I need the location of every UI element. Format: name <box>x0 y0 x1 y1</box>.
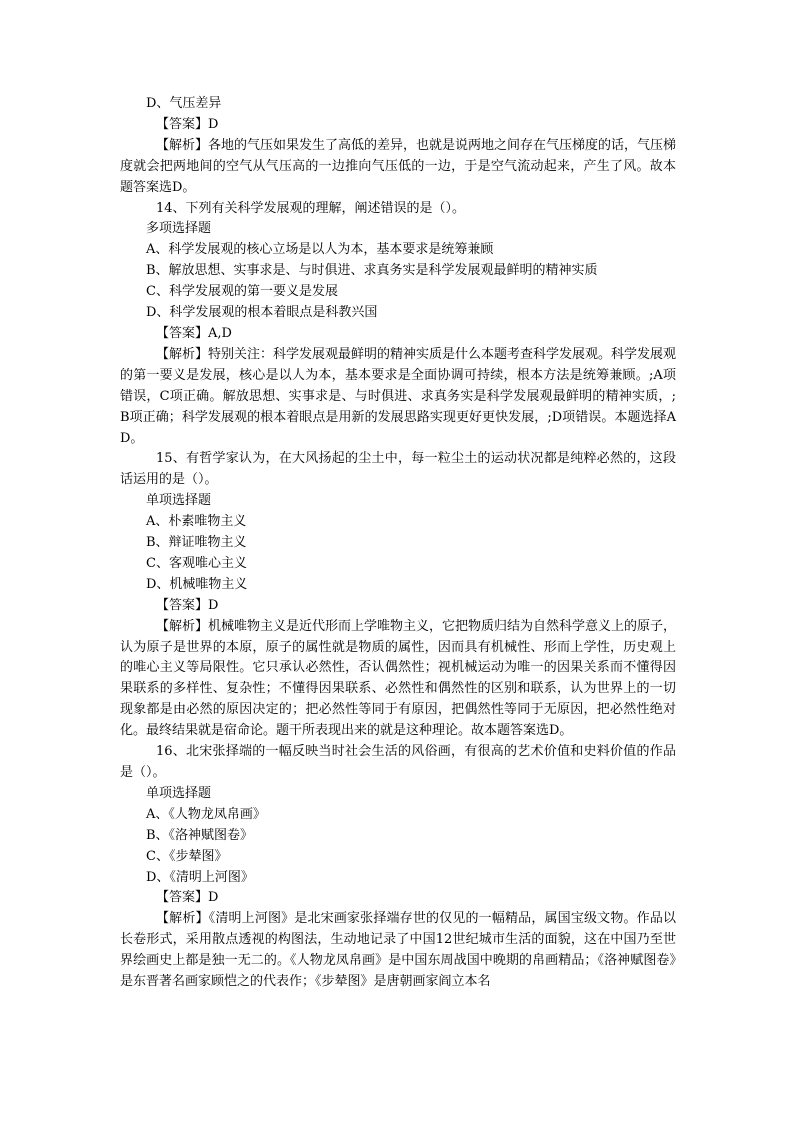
answer-line: 【答案】A,D <box>156 325 232 341</box>
document-body <box>120 94 676 993</box>
analysis-paragraph: 【解析】各地的气压如果发生了高低的差异，也就是说两地之间存在气压梯度的话，气压梯度就会把两地间的空气从气压高的一边推向气压低的一边，于是空气流动起来，产生了风。故本题答案选D。 <box>120 137 677 195</box>
question-type-label: 单项选择题 <box>146 785 212 801</box>
answer-line: 【答案】D <box>156 890 219 906</box>
option-a: A、朴素唯物主义 <box>146 514 247 530</box>
question-type-label: 多项选择题 <box>146 221 212 237</box>
option-a: A、科学发展观的核心立场是以人为本，基本要求是统筹兼顾 <box>146 242 494 258</box>
analysis-paragraph: 【解析】机械唯物主义是近代形而上学唯物主义，它把物质归结为自然科学意义上的原子，认为原子是世界的本原，原子的属性就是物质的属性，因而具有机械性、形而上学性，历史观上的唯心主义等局限性。它只承认必然性，否认偶然性；视机械运动为唯一的因果关系而不懂得因果联系的多样性、复杂性；不懂得因果联系、必然性和偶然性的区别和联系，认为世界上的一切现象都是由必然的原因决定的；把必然性等同于有原因，把偶然性等同于无原因，把必然性绝对化。最终结果就是宿命论。题干所表现出来的就是这种理论。故本题答案选D。 <box>120 618 677 739</box>
option-c: C、科学发展观的第一要义是发展 <box>146 284 338 300</box>
option-b: B、解放思想、实事求是、与时俱进、求真务实是科学发展观最鲜明的精神实质 <box>146 263 598 279</box>
answer-line: 【答案】D <box>156 597 219 613</box>
option-c: C、《步辇图》 <box>146 848 228 864</box>
option-d: D、科学发展观的根本着眼点是科教兴国 <box>146 305 378 321</box>
answer-line: 【答案】D <box>156 116 219 132</box>
option-b: B、《洛神赋图卷》 <box>146 827 254 843</box>
analysis-paragraph: 【解析】《清明上河图》是北宋画家张择端存世的仅见的一幅精品，属国宝级文物。作品以长卷形式，采用散点透视的构图法，生动地记录了中国12世纪城市生活的面貌，这在中国乃至世界绘画史上都是独一无二的。《人物龙凤帛画》是中国东周战国中晚期的帛画精品；《洛神赋图卷》是东晋著名画家顾恺之的代表作；《步辇图》是唐朝画家阎立本名 <box>120 911 676 990</box>
question-15: 15、有哲学家认为，在大风扬起的尘土中，每一粒尘土的运动状况都是纯粹必然的，这段话运用的是（）。 <box>120 451 676 488</box>
option-d-line: D、气压差异 <box>146 96 222 111</box>
question-type-label: 单项选择题 <box>146 493 212 509</box>
option-d: D、《清明上河图》 <box>146 869 254 885</box>
question-16: 16、北宋张择端的一幅反映当时社会生活的风俗画，有很高的艺术价值和史料价值的作品是（）。 <box>120 744 676 780</box>
option-c: C、客观唯心主义 <box>146 555 247 571</box>
analysis-paragraph: 【解析】特别关注：科学发展观最鲜明的精神实质是什么本题考查科学发展观。科学发展观的第一要义是发展，核心是以人为本，基本要求是全面协调可持续，根本方法是统筹兼顾。;A项错误，C项正确。解放思想、实事求是、与时俱进、求真务实是科学发展观最鲜明的精神实质，;B项正确；科学发展观的根本着眼点是用新的发展思路实现更好更快发展，;D项错误。本题选择AD。 <box>120 346 677 446</box>
option-b: B、辩证唯物主义 <box>146 535 247 551</box>
question-14: 14、下列有关科学发展观的理解，阐述错误的是（）。 <box>156 200 466 216</box>
option-d: D、机械唯物主义 <box>146 576 248 592</box>
option-a: A、《人物龙凤帛画》 <box>146 806 266 822</box>
